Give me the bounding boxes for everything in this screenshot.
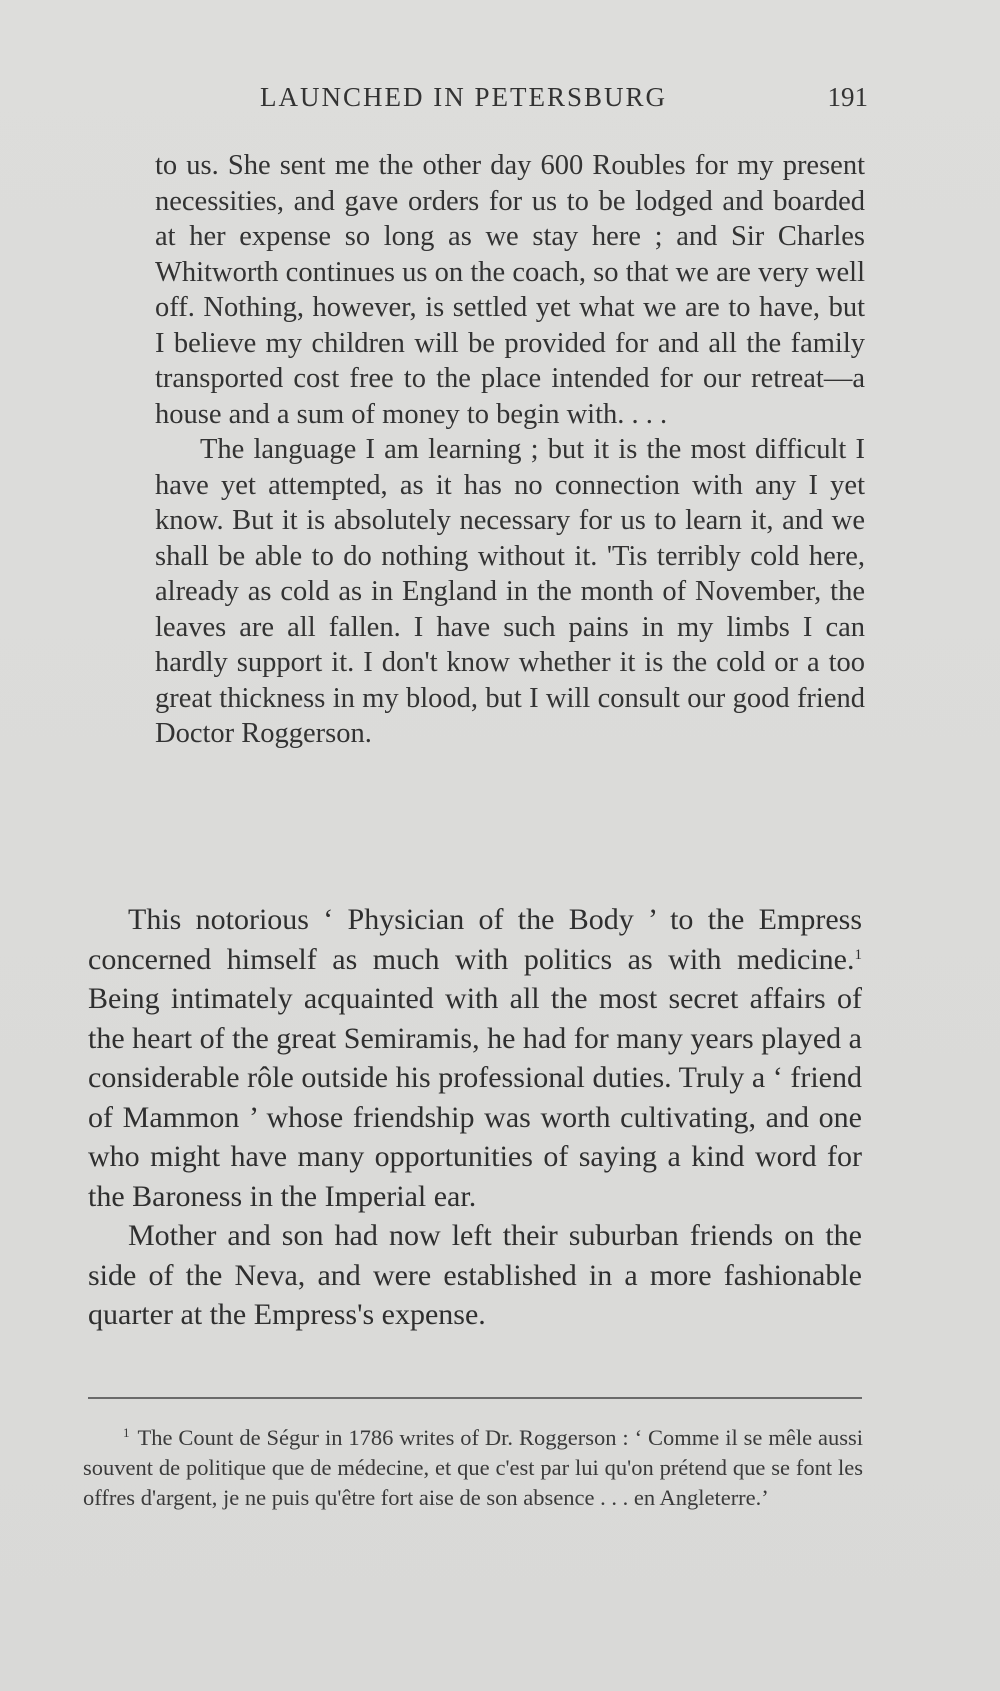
running-title: LAUNCHED IN PETERSBURG <box>260 82 668 112</box>
body-text <box>88 900 862 1335</box>
letter-paragraph: to us. She sent me the other day 600 Roubles for my present necessities, and gave orders for us to be lodged and boarded at her expense so long as we stay here ; and Sir Charles Whitworth continues us on the coach, so that we are very well off. Nothing, however, is settled yet what we are to have, but I believe my children will be provided for and all the family transported cost free to the place intended for our retreat—a house and a sum of money to begin with. . . . <box>155 150 865 430</box>
footnote-marker: 1 <box>123 1425 130 1440</box>
body-paragraph: Mother and son had now left their suburban friends on the side of the Neva, and were established in a more fashionable quarter at the Empress's expense. <box>88 1219 862 1331</box>
footnote-paragraph <box>83 1418 863 1513</box>
quoted-letter <box>155 148 865 752</box>
running-head <box>150 82 868 122</box>
body-text-span: This notorious ‘ Physician of the Body ’ to the Empress concerned himself as much with politics as with medicine. <box>88 903 862 976</box>
letter-paragraph: The language I am learning ; but it is the most difficult I have yet attempted, as it has no connection with any I yet know. But it is absolutely necessary for us to learn it, and we shall be able to do nothing without it. 'Tis terribly cold here, already as cold as in England in the month of November, the leaves are all fallen. I have such pains in my limbs I can hardly support it. I don't know whether it is the cold or a too great thickness in my blood, but I will consult our good friend Doctor Roggerson. <box>155 434 865 749</box>
footnote-divider <box>88 1397 862 1399</box>
footnote-reference: 1 <box>854 946 862 963</box>
footnote <box>83 1418 863 1513</box>
body-text-span: Being intimately acquainted with all the most secret affairs of the heart of the great Semiramis, he had for many years played a considerable rôle outside his professional duties. Truly a ‘ friend of Mammon ’ whose friendship was worth cultivating, and one who might have many opportunities of saying a kind word for the Baroness in the Imperial ear. <box>88 982 862 1213</box>
footnote-text: The Count de Ségur in 1786 writes of Dr. Roggerson : ‘ Comme il se mêle aussi souvent de politique que de médecine, et que c'est par lui qu'on prétend que se font les offres d'argent, je ne puis qu'être fort aise de son absence . . . en Angleterre.’ <box>83 1425 863 1510</box>
body-paragraph <box>88 900 862 1216</box>
page-number: 191 <box>827 82 868 112</box>
